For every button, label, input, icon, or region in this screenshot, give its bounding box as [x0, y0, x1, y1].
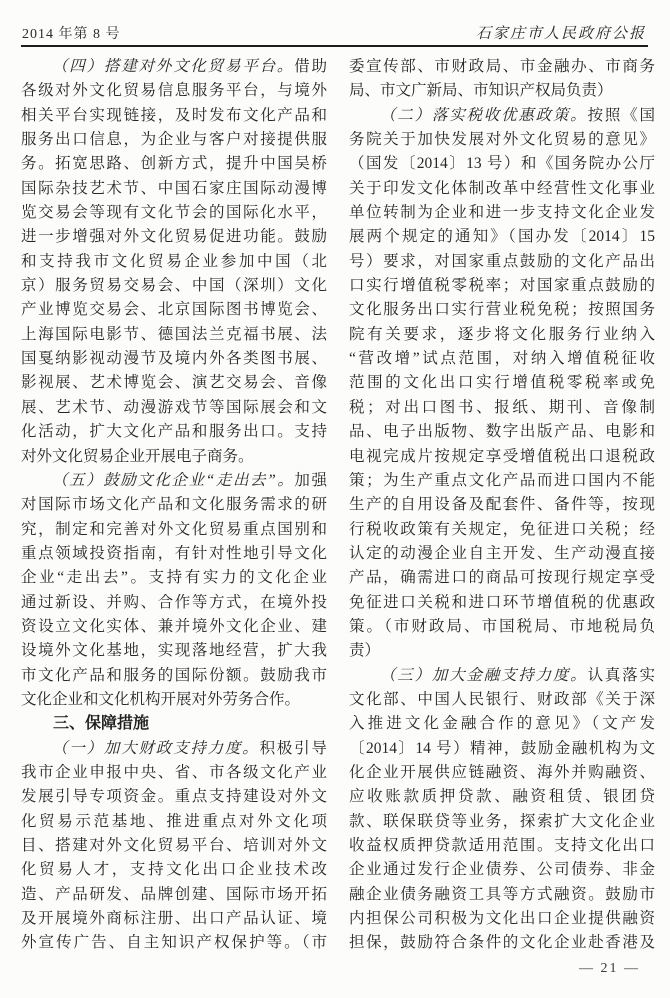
text-line	[21, 810, 327, 834]
body-text: 国际杂技艺术节、中国石家庄国际动漫博	[21, 179, 327, 197]
text-line	[349, 834, 655, 858]
body-text: 展、艺术节、动漫游戏节等国际展会和文	[21, 398, 327, 416]
text-line	[21, 688, 327, 712]
body-text: 入推进文化金融合作的意见》（文产发	[349, 715, 655, 733]
text-line	[21, 274, 327, 298]
body-text: 内担保公司积极为文化出口企业提供融资	[349, 910, 655, 928]
text-line	[349, 615, 655, 639]
text-line	[21, 785, 327, 809]
text-line	[21, 79, 327, 103]
text-line	[349, 396, 655, 420]
subsection-heading: （五）鼓励文化企业“走出去”。	[52, 471, 295, 489]
text-line	[349, 55, 655, 79]
text-line	[349, 542, 655, 566]
text-line	[349, 761, 655, 785]
text-line	[21, 542, 327, 566]
text-line	[349, 274, 655, 298]
body-text: 览交易会等现有文化节会的国际化水平，	[21, 204, 327, 222]
body-text: 策；为生产重点文化产品而进口国内不能	[349, 471, 655, 489]
text-line	[349, 688, 655, 712]
text-line	[349, 883, 655, 907]
text-line	[21, 104, 327, 128]
page-header	[22, 22, 646, 43]
text-line	[349, 152, 655, 176]
publication-title: 石家庄市人民政府公报	[475, 26, 646, 42]
body-text: （国发〔2014〕13 号）和《国务院办公厅	[349, 155, 655, 173]
subsection-heading: （四）搭建对外文化贸易平台。	[52, 58, 295, 75]
body-text: 三、保障措施	[53, 715, 150, 733]
text-line	[21, 858, 327, 882]
body-text: 资设立文化实体、兼并境外文化企业、建	[21, 617, 327, 635]
text-line	[21, 737, 327, 761]
body-text: 委宣传部、市财政局、市金融办、市商务	[349, 58, 655, 75]
text-line	[21, 420, 327, 444]
body-text: 产业博览交易会、北京国际图书博览会、	[21, 301, 327, 319]
body-text: 设境外文化基地，实现落地经营，扩大我	[21, 642, 327, 660]
text-line	[21, 55, 327, 79]
body-text: 生产的自用设备及配套件、备件等，按现	[349, 496, 655, 514]
text-line	[21, 615, 327, 639]
body-text: 上海国际电影节、德国法兰克福书展、法	[21, 325, 327, 343]
text-line	[349, 420, 655, 444]
body-text: 策。（市财政局、市国税局、市地税局负	[349, 617, 655, 635]
body-text: 通过新设、并购、合作等方式，在境外投	[21, 593, 327, 611]
text-line	[21, 396, 327, 420]
text-line	[21, 128, 327, 152]
body-text: 展两个规定的通知》（国办发〔2014〕15	[349, 228, 655, 246]
text-line	[21, 445, 327, 469]
body-text: 产品，确需进口的商品可按现行规定享受	[349, 569, 655, 587]
text-line	[21, 664, 327, 688]
right-column	[349, 55, 655, 956]
text-line	[21, 907, 327, 931]
header-rule	[21, 45, 648, 47]
body-text: 〔2014〕14 号）精神，鼓励金融机构为文	[349, 739, 655, 757]
body-text: 局、市文广新局、市知识产权局负责）	[349, 82, 613, 100]
body-text: 目、搭建对外文化贸易平台、培训对外文	[21, 837, 327, 854]
subsection-heading: （三）加大金融支持力度。	[380, 666, 588, 684]
body-text: 企业通过发行企业债券、公司债券、非金	[349, 861, 655, 879]
body-text: 及开展境外商标注册、出口产品认证、境	[21, 910, 327, 928]
text-line	[21, 469, 327, 493]
text-line	[21, 566, 327, 590]
page-number: — 21 —	[579, 961, 640, 976]
body-text: 和支持我市文化贸易企业参加中国（北	[21, 252, 327, 270]
text-line	[349, 737, 655, 761]
body-text: 收益权质押贷款适用范围。支持文化出口	[349, 837, 655, 854]
body-text: 京）服务贸易交易会、中国（深圳）文化	[21, 277, 327, 295]
body-text: 积极引导	[259, 739, 327, 757]
text-line	[349, 79, 655, 103]
body-text: 务院关于加快发展对外文化贸易的意见》	[349, 131, 655, 149]
body-text: 款、联保联贷等业务，探索扩大文化企业	[349, 812, 655, 830]
text-line	[21, 152, 327, 176]
text-line	[349, 298, 655, 322]
text-line	[21, 225, 327, 249]
body-text: 国戛纳影视动漫节及境内外各类图书展、	[21, 350, 327, 368]
body-text: 范围的文化出口实行增值税零税率或免	[349, 374, 655, 392]
text-line	[21, 761, 327, 785]
text-line	[349, 664, 655, 688]
text-line	[349, 177, 655, 201]
text-line	[21, 518, 327, 542]
body-text: 号）要求，对国家重点鼓励的文化产品出	[349, 252, 655, 270]
text-line	[349, 931, 655, 955]
body-text: 发展引导专项资金。重点支持建设对外文	[21, 788, 327, 806]
body-text: 口实行增值税零税率；对国家重点鼓励的	[349, 277, 655, 295]
body-text: 对外文化贸易企业开展电子商务。	[21, 447, 254, 465]
text-line	[21, 712, 327, 736]
text-line	[349, 225, 655, 249]
body-text: 关于印发文化体制改革中经营性文化事业	[349, 179, 655, 197]
text-line	[349, 639, 655, 663]
body-text: 行税收政策有关规定，免征进口关税；经	[349, 520, 655, 538]
body-text: 按照《国	[587, 106, 655, 124]
text-line	[21, 177, 327, 201]
body-text: 影视展、艺术博览会、演艺交易会、音像	[21, 374, 327, 392]
text-line	[349, 493, 655, 517]
body-text: 化活动，扩大文化产品和服务出口。支持	[21, 423, 327, 441]
body-text: 外宣传广告、自主知识产权保护等。（市	[21, 934, 327, 952]
body-text: 究，制定和完善对外文化贸易重点国别和	[21, 520, 327, 538]
body-text: 免征进口关税和进口环节增值税的优惠政	[349, 593, 655, 611]
body-text: “营改增”试点范围，对纳入增值税征收	[349, 350, 655, 368]
body-text: 对国际市场文化产品和文化服务需求的研	[21, 496, 327, 514]
text-line	[349, 810, 655, 834]
body-text: 借助	[294, 58, 327, 75]
text-line	[21, 591, 327, 615]
body-text: 化企业开展供应链融资、海外并购融资、	[349, 763, 655, 781]
text-line	[21, 347, 327, 371]
text-line	[349, 518, 655, 542]
body-text: 化贸易示范基地、推进重点对外文化项	[21, 812, 327, 830]
body-text: 品、电子出版物、数字出版产品、电影和	[349, 423, 655, 441]
body-text: 文化部、中国人民银行、财政部《关于深	[349, 690, 655, 708]
body-text: 市文化产品和服务的国际份额。鼓励我市	[21, 666, 327, 684]
text-line	[349, 445, 655, 469]
page-body	[21, 55, 655, 956]
text-line	[21, 250, 327, 274]
body-text: 造、产品研发、品牌创建、国际市场开拓	[21, 885, 327, 903]
body-text: 我市企业申报中央、省、市各级文化产业	[21, 763, 327, 781]
body-text: 各级对外文化贸易信息服务平台，与境外	[21, 82, 327, 100]
body-text: 重点领域投资指南，有针对性地引导文化	[21, 544, 327, 562]
body-text: 担保，鼓励符合条件的文化企业赴香港及	[349, 934, 655, 952]
text-line	[21, 639, 327, 663]
text-line	[349, 371, 655, 395]
text-line	[349, 712, 655, 736]
body-text: 文化服务出口实行营业税免税；按照国务	[349, 301, 655, 319]
text-line	[21, 201, 327, 225]
body-text: 院有关要求，逐步将文化服务行业纳入	[349, 325, 655, 343]
body-text: 企业“走出去”。支持有实力的文化企业	[21, 569, 327, 587]
text-line	[349, 104, 655, 128]
body-text: 服务出口信息，为企业与客户对接提供服	[21, 131, 327, 149]
body-text: 进一步增强对外文化贸易促进功能。鼓励	[21, 228, 327, 246]
text-line	[21, 883, 327, 907]
left-column	[21, 55, 327, 956]
body-text: 相关平台实现链接，及时发布文化产品和	[21, 106, 327, 124]
body-text: 文化企业和文化机构开展对外劳务合作。	[21, 690, 301, 708]
text-line	[21, 493, 327, 517]
text-line	[349, 785, 655, 809]
body-text: 认真落实	[587, 666, 655, 684]
text-line	[349, 469, 655, 493]
body-text: 融企业债务融资工具等方式融资。鼓励市	[349, 885, 655, 903]
text-line	[349, 591, 655, 615]
body-text: 责）	[349, 642, 381, 660]
subsection-heading: （二）落实税收优惠政策。	[380, 106, 588, 124]
text-line	[349, 128, 655, 152]
text-line	[349, 250, 655, 274]
text-line	[21, 931, 327, 955]
text-line	[349, 201, 655, 225]
text-line	[349, 347, 655, 371]
text-line	[21, 834, 327, 858]
text-line	[349, 323, 655, 347]
text-line	[21, 298, 327, 322]
body-text: 应收账款质押贷款、融资租赁、银团贷	[349, 788, 655, 806]
body-text: 认定的动漫企业自主开发、生产动漫直接	[349, 544, 655, 562]
text-line	[21, 323, 327, 347]
text-line	[21, 371, 327, 395]
body-text: 单位转制为企业和进一步支持文化企业发	[349, 204, 655, 222]
issue-number: 2014 年第 8 号	[22, 27, 121, 42]
body-text: 加强	[294, 471, 327, 489]
body-text: 税；对出口图书、报纸、期刊、音像制	[349, 398, 655, 416]
body-text: 化贸易人才，支持文化出口企业技术改	[21, 861, 327, 879]
text-line	[349, 907, 655, 931]
body-text: 电视完成片按规定享受增值税出口退税政	[349, 447, 655, 465]
body-text: 务。拓宽思路、创新方式，提升中国吴桥	[21, 155, 327, 173]
subsection-heading: （一）加大财政支持力度。	[52, 739, 260, 757]
text-line	[349, 566, 655, 590]
text-line	[349, 858, 655, 882]
